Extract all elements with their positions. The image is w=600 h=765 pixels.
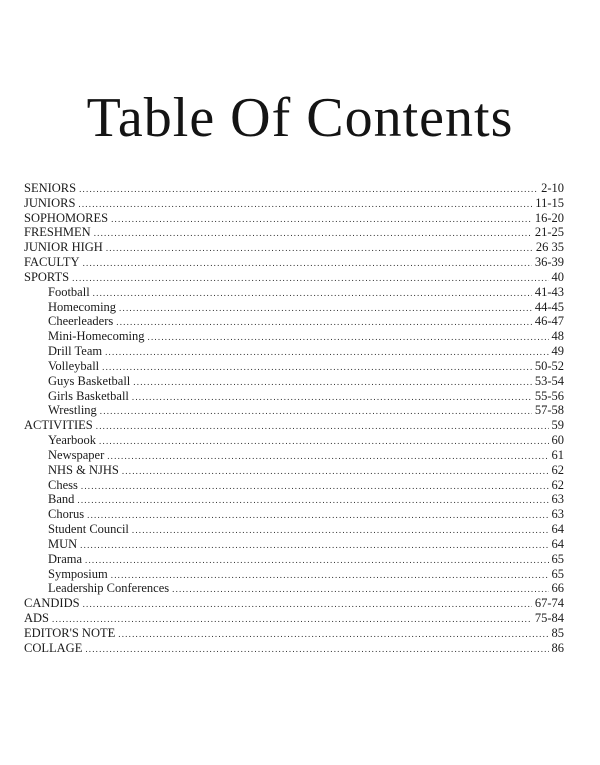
dot-leader	[100, 404, 532, 419]
toc-entry-page: 11-15	[535, 195, 564, 210]
toc-entry-page: 61	[551, 447, 564, 462]
toc-entry-label: EDITOR'S NOTE	[24, 625, 116, 640]
toc-entry-label: FACULTY	[24, 255, 80, 270]
toc-subentry	[24, 403, 564, 418]
dot-leader	[85, 553, 548, 568]
toc-entry	[24, 626, 564, 641]
toc-entry-label: Girls Basketball	[48, 388, 129, 403]
toc-subentry	[24, 567, 564, 582]
toc-entry-page: 65	[551, 551, 564, 566]
toc-entry-label: Football	[48, 284, 90, 299]
dot-leader	[111, 568, 549, 583]
toc-entry-page: 2-10	[541, 181, 564, 195]
toc-entry-page: 67-74	[534, 596, 564, 611]
toc-entry-label: Volleyball	[48, 358, 100, 373]
toc-entry-label: Drama	[48, 551, 83, 566]
dot-leader	[102, 360, 532, 375]
dot-leader	[93, 286, 532, 301]
toc-entry-label: Student Council	[48, 522, 129, 537]
toc-entry-page: 55-56	[534, 388, 564, 403]
toc-entry	[24, 641, 564, 656]
toc-subentry	[24, 329, 564, 344]
dot-leader	[81, 479, 549, 494]
dot-leader	[107, 449, 548, 464]
toc-entry-page: 40	[551, 269, 564, 284]
toc-entry-page: 53-54	[534, 373, 564, 388]
toc-subentry	[24, 314, 564, 329]
toc-subentry	[24, 581, 564, 596]
toc-entry-page: 50-52	[534, 358, 564, 373]
dot-leader	[87, 508, 548, 523]
dot-leader	[132, 523, 549, 538]
toc-entry-label: JUNIOR HIGH	[24, 240, 103, 255]
toc-entry-label: SPORTS	[24, 269, 70, 284]
toc-entry-label: Chorus	[48, 507, 85, 522]
toc-entry	[24, 240, 564, 255]
toc-entry	[24, 181, 564, 196]
toc-subentry	[24, 537, 564, 552]
dot-leader	[99, 434, 548, 449]
toc-entry-label: SENIORS	[24, 181, 77, 195]
dot-leader	[119, 301, 532, 316]
toc-entry-page: 85	[551, 625, 564, 640]
toc-entry-page: 75-84	[534, 611, 564, 626]
dot-leader	[132, 390, 532, 405]
toc-entry	[24, 225, 564, 240]
dot-leader	[52, 612, 532, 627]
toc-entry-page: 16-20	[534, 210, 564, 225]
dot-leader	[72, 271, 548, 286]
toc-entry-page: 41-43	[534, 284, 564, 299]
toc-entry	[24, 211, 564, 226]
toc-entry-page: 86	[551, 640, 564, 655]
toc-entry-label: Cheerleaders	[48, 314, 114, 329]
toc-entry-label: Chess	[48, 477, 78, 492]
dot-leader	[79, 182, 538, 197]
dot-leader	[85, 642, 548, 657]
toc-entry	[24, 596, 564, 611]
table-of-contents	[24, 181, 564, 656]
dot-leader	[83, 256, 532, 271]
toc-entry-page: 57-58	[534, 403, 564, 418]
page-title: Table Of Contents	[86, 87, 514, 149]
toc-entry-label: Band	[48, 492, 75, 507]
toc-subentry	[24, 478, 564, 493]
dot-leader	[111, 212, 532, 227]
toc-entry-label: NHS & NJHS	[48, 462, 119, 477]
toc-subentry	[24, 448, 564, 463]
toc-entry-page: 26 35	[535, 240, 564, 255]
dot-leader	[148, 330, 549, 345]
dot-leader	[122, 464, 549, 479]
dot-leader	[80, 538, 548, 553]
toc-entry	[24, 611, 564, 626]
toc-entry-label: Leadership Conferences	[48, 581, 170, 596]
toc-entry	[24, 196, 564, 211]
toc-entry-page: 44-45	[534, 299, 564, 314]
toc-entry-label: COLLAGE	[24, 640, 83, 655]
dot-leader	[118, 627, 548, 642]
toc-entry-page: 60	[551, 433, 564, 448]
toc-subentry	[24, 374, 564, 389]
toc-entry-label: FRESHMEN	[24, 225, 91, 240]
toc-entry-label: Wrestling	[48, 403, 97, 418]
toc-entry-page: 48	[551, 329, 564, 344]
toc-entry-label: Homecoming	[48, 299, 117, 314]
toc-entry-label: Yearbook	[48, 433, 97, 448]
toc-entry	[24, 418, 564, 433]
dot-leader	[133, 375, 532, 390]
toc-entry-label: Drill Team	[48, 344, 103, 359]
toc-entry-label: Mini-Homecoming	[48, 329, 145, 344]
toc-entry-label: Symposium	[48, 566, 108, 581]
toc-entry-label: ADS	[24, 611, 50, 626]
toc-entry-label: Guys Basketball	[48, 373, 131, 388]
toc-entry-page: 63	[551, 492, 564, 507]
toc-subentry	[24, 389, 564, 404]
toc-subentry	[24, 300, 564, 315]
dot-leader	[106, 241, 533, 256]
toc-entry-page: 59	[551, 418, 564, 433]
toc-entry-label: ACTIVITIES	[24, 418, 93, 433]
toc-subentry	[24, 359, 564, 374]
toc-entry	[24, 255, 564, 270]
toc-entry-label: CANDIDS	[24, 596, 80, 611]
dot-leader	[78, 197, 532, 212]
toc-entry-page: 46-47	[534, 314, 564, 329]
toc-entry-page: 64	[551, 522, 564, 537]
toc-subentry	[24, 344, 564, 359]
toc-entry-label: Newspaper	[48, 447, 105, 462]
toc-entry-page: 64	[551, 536, 564, 551]
toc-subentry	[24, 285, 564, 300]
toc-entry-page: 65	[551, 566, 564, 581]
dot-leader	[116, 315, 532, 330]
toc-entry-label: JUNIORS	[24, 195, 76, 210]
toc-entry	[24, 270, 564, 285]
dot-leader	[96, 419, 549, 434]
toc-subentry	[24, 492, 564, 507]
toc-subentry	[24, 433, 564, 448]
dot-leader	[83, 597, 532, 612]
toc-entry-page: 66	[551, 581, 564, 596]
toc-entry-page: 62	[551, 462, 564, 477]
dot-leader	[94, 226, 532, 241]
toc-entry-label: MUN	[48, 536, 78, 551]
toc-entry-label: SOPHOMORES	[24, 210, 109, 225]
toc-entry-page: 36-39	[534, 255, 564, 270]
dot-leader	[77, 493, 548, 508]
dot-leader	[172, 582, 548, 597]
toc-subentry	[24, 463, 564, 478]
toc-subentry	[24, 522, 564, 537]
toc-entry-page: 49	[551, 344, 564, 359]
toc-entry-page: 21-25	[534, 225, 564, 240]
dot-leader	[105, 345, 548, 360]
toc-subentry	[24, 507, 564, 522]
toc-entry-page: 62	[551, 477, 564, 492]
toc-entry-page: 63	[551, 507, 564, 522]
toc-subentry	[24, 552, 564, 567]
